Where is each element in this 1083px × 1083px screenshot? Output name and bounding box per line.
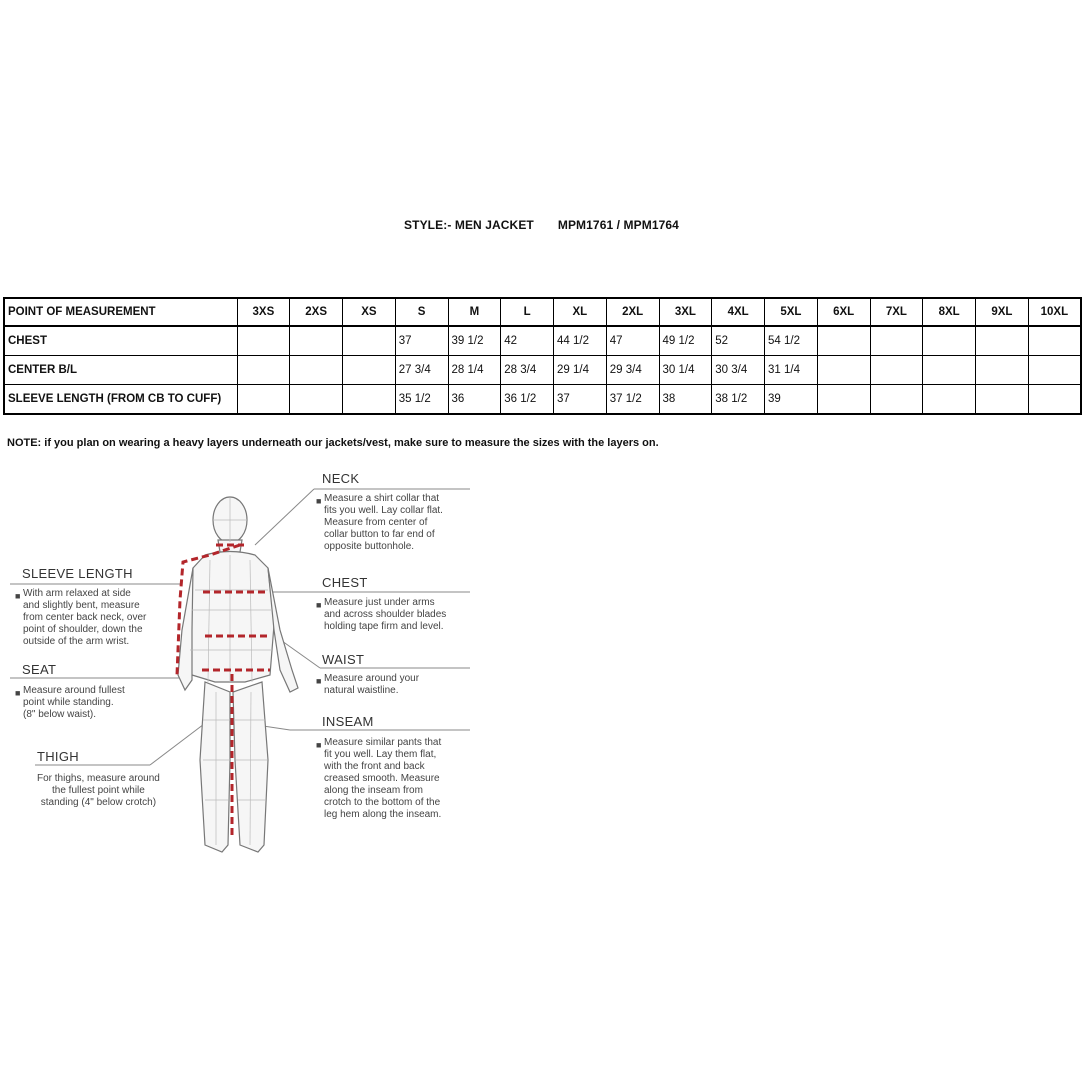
header-size: 8XL [923, 298, 976, 326]
row-label: CENTER B/L [4, 356, 237, 385]
table-row-center-bl [4, 356, 1081, 385]
header-size: XS [343, 298, 396, 326]
row-label: CHEST [4, 326, 237, 356]
table-cell: 28 3/4 [501, 356, 554, 385]
table-cell: 27 3/4 [395, 356, 448, 385]
table-cell [237, 356, 290, 385]
neck-description: Measure a shirt collar that fits you well. Lay collar flat. Measure from center of collar button to far end of opposite buttonhole. [324, 493, 443, 552]
table-row-chest [4, 326, 1081, 356]
page-title [0, 218, 1083, 232]
table-cell: 49 1/2 [659, 326, 712, 356]
table-cell [976, 356, 1029, 385]
table-cell: 37 [395, 326, 448, 356]
waist-description: Measure around your natural waistline. [324, 673, 420, 696]
table-cell [870, 326, 923, 356]
table-cell: 29 1/4 [554, 356, 607, 385]
seat-title: SEAT [22, 662, 57, 677]
table-cell [290, 326, 343, 356]
table-cell: 28 1/4 [448, 356, 501, 385]
table-cell [1028, 326, 1081, 356]
header-size: 2XS [290, 298, 343, 326]
header-size: 10XL [1028, 298, 1081, 326]
header-size: 2XL [606, 298, 659, 326]
table-cell: 38 [659, 385, 712, 415]
waist-title: WAIST [322, 652, 365, 667]
header-size: 3XS [237, 298, 290, 326]
sleeve-length-title: SLEEVE LENGTH [22, 566, 133, 581]
header-point-of-measurement: POINT OF MEASUREMENT [4, 298, 237, 326]
header-size: XL [554, 298, 607, 326]
bullet-icon: ■ [15, 688, 21, 698]
table-cell [976, 385, 1029, 415]
table-cell [237, 326, 290, 356]
table-cell: 37 1/2 [606, 385, 659, 415]
table-cell [343, 356, 396, 385]
table-cell: 37 [554, 385, 607, 415]
size-chart-table [3, 297, 1082, 415]
table-cell: 36 1/2 [501, 385, 554, 415]
table-cell: 44 1/2 [554, 326, 607, 356]
table-cell: 54 1/2 [765, 326, 818, 356]
table-cell [290, 356, 343, 385]
table-cell: 39 1/2 [448, 326, 501, 356]
header-size: L [501, 298, 554, 326]
measurement-diagram [0, 460, 500, 880]
thigh-title: THIGH [37, 749, 79, 764]
table-cell [976, 326, 1029, 356]
layering-note: NOTE: if you plan on wearing a heavy layers underneath our jackets/vest, make sure to measure the sizes with the layers on. [7, 437, 659, 449]
table-cell: 29 3/4 [606, 356, 659, 385]
table-cell [817, 356, 870, 385]
table-cell: 30 1/4 [659, 356, 712, 385]
table-cell: 52 [712, 326, 765, 356]
table-cell [1028, 385, 1081, 415]
table-cell: 35 1/2 [395, 385, 448, 415]
header-size: 6XL [817, 298, 870, 326]
inseam-title: INSEAM [322, 714, 374, 729]
bullet-icon: ■ [15, 591, 21, 601]
table-cell [1028, 356, 1081, 385]
table-cell: 39 [765, 385, 818, 415]
chest-title: CHEST [322, 575, 368, 590]
bullet-icon: ■ [316, 496, 322, 506]
table-cell [817, 385, 870, 415]
table-cell [923, 356, 976, 385]
table-cell [923, 326, 976, 356]
table-cell [237, 385, 290, 415]
row-label: SLEEVE LENGTH (FROM CB TO CUFF) [4, 385, 237, 415]
thigh-description: For thighs, measure around the fullest point while standing (4" below crotch) [37, 773, 160, 808]
table-cell [870, 385, 923, 415]
table-cell: 47 [606, 326, 659, 356]
table-cell: 30 3/4 [712, 356, 765, 385]
table-cell [923, 385, 976, 415]
table-row-sleeve-length [4, 385, 1081, 415]
table-header-row [4, 298, 1081, 326]
header-size: S [395, 298, 448, 326]
header-size: 9XL [976, 298, 1029, 326]
header-size: 3XL [659, 298, 712, 326]
sleeve-length-description: With arm relaxed at side and slightly bent, measure from center back neck, over point of shoulder, down the outside of the arm wrist. [23, 588, 147, 647]
header-size: 4XL [712, 298, 765, 326]
table-cell [343, 385, 396, 415]
table-cell [343, 326, 396, 356]
header-size: 5XL [765, 298, 818, 326]
table-cell: 31 1/4 [765, 356, 818, 385]
table-cell [870, 356, 923, 385]
style-label: STYLE:- MEN JACKET [404, 218, 534, 232]
table-cell [817, 326, 870, 356]
bullet-icon: ■ [316, 600, 322, 610]
bullet-icon: ■ [316, 740, 322, 750]
seat-description: Measure around fullest point while standing. (8" below waist). [23, 685, 125, 720]
style-codes: MPM1761 / MPM1764 [557, 218, 679, 232]
inseam-description: Measure similar pants that fit you well. Lay them flat, with the front and back creased smooth. Measure along the inseam from crotch to the bottom of the leg hem along the inseam. [324, 737, 442, 820]
bullet-icon: ■ [316, 676, 322, 686]
table-cell: 42 [501, 326, 554, 356]
header-size: M [448, 298, 501, 326]
chest-description: Measure just under arms and across shoulder blades holding tape firm and level. [324, 597, 447, 632]
header-size: 7XL [870, 298, 923, 326]
table-cell [290, 385, 343, 415]
table-cell: 36 [448, 385, 501, 415]
neck-title: NECK [322, 471, 360, 486]
table-cell: 38 1/2 [712, 385, 765, 415]
